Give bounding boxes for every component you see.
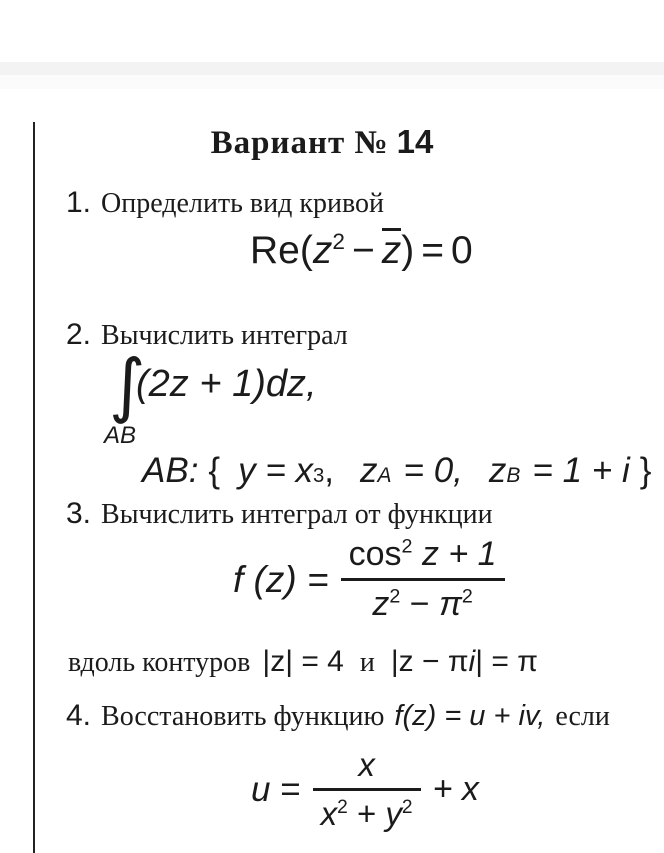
conjunction-and: и [359, 647, 375, 678]
fraction-numerator [341, 535, 505, 574]
cos-exponent: 2 [401, 535, 413, 558]
title-number: 14 [396, 123, 434, 160]
sub-a: A [377, 464, 392, 487]
brace-open: { [208, 451, 221, 490]
problem-4-formula [251, 746, 479, 833]
problem-3-heading [66, 497, 493, 531]
den-minus: − [409, 585, 430, 623]
u-fraction-bar [313, 788, 421, 791]
var-zb: z [488, 451, 507, 490]
var-za: z [360, 451, 378, 490]
problem-3-formula [233, 535, 505, 624]
integral-subscript: AB [104, 422, 137, 449]
title-word: Вариант № [210, 125, 389, 161]
u-tail: + x [432, 770, 479, 808]
curve-exponent: 3 [313, 465, 325, 487]
rhs-zero: 0 [451, 229, 473, 272]
u-numerator: x [358, 746, 375, 783]
problem-4-number: 4. [66, 699, 92, 732]
fraction-denominator [364, 585, 480, 624]
fraction [341, 535, 505, 624]
contour-2-head: |z − π [390, 645, 469, 678]
problem-2-number: 2. [66, 318, 92, 351]
brace-close: } [639, 451, 652, 490]
sub-b: B [506, 464, 521, 487]
contours-line [68, 645, 538, 679]
problem-3-label: Вычислить интеграл от функции [101, 499, 493, 530]
den-z-exponent: 2 [389, 585, 401, 608]
var-z: z [312, 229, 333, 272]
paren-close: ) [401, 229, 415, 272]
contours-text: вдоль контуров [68, 647, 251, 678]
u-denominator [313, 795, 421, 833]
exponent-2: 2 [332, 229, 345, 254]
problem-2-label: Вычислить интеграл [101, 320, 348, 351]
u-equals: = [280, 769, 301, 809]
den-y-exponent: 2 [401, 797, 413, 818]
den-pi: π [439, 585, 462, 623]
contour-2-i: i [468, 645, 476, 678]
page-margin-line [33, 122, 35, 853]
z-conjugate: z [381, 229, 402, 272]
curve-equation: y = x [238, 451, 314, 490]
problem-1-heading [66, 186, 384, 220]
fraction-bar [341, 578, 505, 581]
problem-4-label-after: если [555, 701, 610, 732]
den-pi-exponent: 2 [461, 585, 473, 608]
re-operator: Re [250, 229, 300, 272]
den-x-exponent: 2 [337, 797, 348, 818]
photo-top-band [0, 62, 664, 75]
contour-2-tail: | = π [475, 645, 538, 678]
problem-1-label: Определить вид кривой [101, 188, 384, 219]
za-value: = 0, [403, 451, 463, 490]
path-definition [142, 451, 657, 491]
fz-lhs: f (z) = [233, 558, 329, 600]
den-plus: + [356, 795, 377, 832]
page-title [20, 123, 624, 162]
problem-3-number: 3. [66, 497, 92, 530]
fraction-u [313, 746, 421, 833]
minus-sign: − [351, 229, 375, 272]
fz-expression: f(z) = u + iv, [394, 700, 546, 732]
numerator-tail: z + 1 [421, 535, 497, 573]
problem-1-formula [250, 228, 473, 273]
comma: , [324, 451, 335, 490]
den-x: x [320, 795, 338, 832]
den-y: y [385, 795, 402, 832]
contour-1: |z| = 4 [262, 645, 344, 678]
zb-value: = 1 + i [532, 451, 630, 490]
equals-sign: = [421, 229, 444, 272]
problem-4-heading [66, 699, 610, 733]
u-lhs [251, 770, 301, 810]
photo-top-band-soft [0, 75, 664, 89]
paren-open: ( [299, 229, 313, 272]
problem-4-label: Восстановить функцию [101, 701, 385, 732]
path-name: AB: [142, 451, 199, 490]
integrand: (2z + 1)dz, [136, 363, 317, 405]
problem-1-number: 1. [66, 186, 92, 219]
den-z: z [372, 585, 390, 623]
cos-function: cos [348, 535, 402, 573]
integral-sign: ∫ [109, 344, 146, 426]
var-u: u [251, 769, 271, 809]
